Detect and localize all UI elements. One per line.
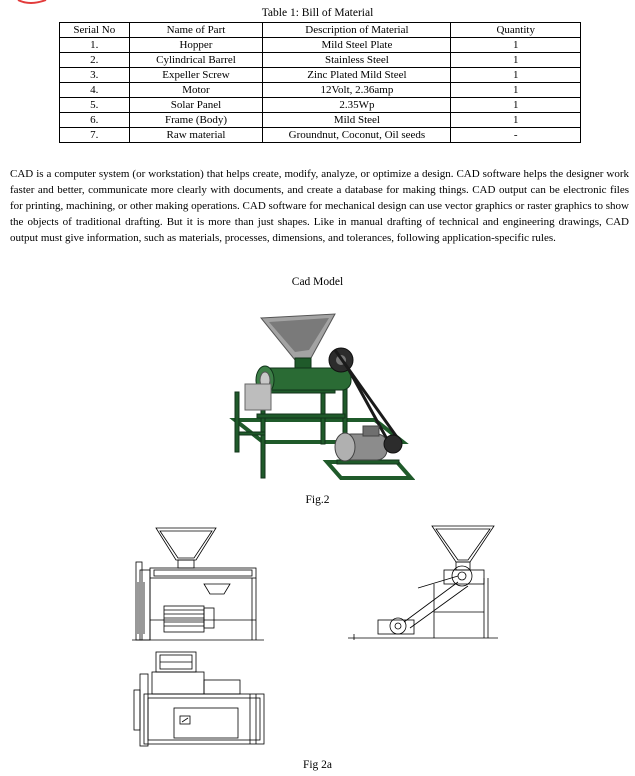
cell-quantity: 1 xyxy=(451,53,581,68)
cell-description: 12Volt, 2.36amp xyxy=(263,83,451,98)
cell-quantity: - xyxy=(451,128,581,143)
table-row xyxy=(60,38,581,53)
cell-part-name: Raw material xyxy=(129,128,263,143)
cad-model-title: Cad Model xyxy=(291,276,344,288)
bill-of-material-table xyxy=(59,22,581,143)
top-view-drawing xyxy=(130,650,270,750)
cell-description: Mild Steel xyxy=(263,113,451,128)
front-view-drawing xyxy=(130,522,270,644)
cell-description: Mild Steel Plate xyxy=(263,38,451,53)
table-row xyxy=(60,83,581,98)
cell-serial: 3. xyxy=(60,68,130,83)
cell-serial: 7. xyxy=(60,128,130,143)
cell-description: 2.35Wp xyxy=(263,98,451,113)
cell-quantity: 1 xyxy=(451,38,581,53)
cell-serial: 1. xyxy=(60,38,130,53)
cad-description-paragraph: CAD is a computer system (or workstation) that helps create, modify, analyze, or optimize a design. CAD software helps the designer work faster and better, communicate more clearly with documents, and create a database for making things. CAD output can be electronic files for printing, machining, or other making operations. CAD software for mechanical design can use vector graphics or raster graphics to show the objects of traditional drafting. But it is more than just shapes. Like in manual drafting of technical and engineering drawings, CAD output must give information, such as materials, processes, dimensions, and tolerances, following application-specific rules. xyxy=(10,168,629,244)
header-quantity: Quantity xyxy=(451,23,581,38)
cell-part-name: Cylindrical Barrel xyxy=(129,53,263,68)
table-row xyxy=(60,113,581,128)
cell-quantity: 1 xyxy=(451,98,581,113)
table-row xyxy=(60,53,581,68)
header-description: Description of Material xyxy=(263,23,451,38)
table-caption: Table 1: Bill of Material xyxy=(261,7,374,19)
cell-quantity: 1 xyxy=(451,113,581,128)
table-row xyxy=(60,68,581,83)
table-row xyxy=(60,98,581,113)
fig2a-caption: Fig 2a xyxy=(302,759,333,771)
cell-serial: 2. xyxy=(60,53,130,68)
cell-part-name: Frame (Body) xyxy=(129,113,263,128)
table-row xyxy=(60,128,581,143)
header-serial-no: Serial No xyxy=(60,23,130,38)
cell-description: Groundnut, Coconut, Oil seeds xyxy=(263,128,451,143)
cell-part-name: Motor xyxy=(129,83,263,98)
cell-part-name: Hopper xyxy=(129,38,263,53)
cell-quantity: 1 xyxy=(451,68,581,83)
side-view-drawing xyxy=(348,522,498,644)
cad-model-render xyxy=(225,292,415,492)
cell-serial: 5. xyxy=(60,98,130,113)
cell-part-name: Solar Panel xyxy=(129,98,263,113)
cell-serial: 4. xyxy=(60,83,130,98)
header-name-of-part: Name of Part xyxy=(129,23,263,38)
cell-quantity: 1 xyxy=(451,83,581,98)
table-header-row xyxy=(60,23,581,38)
cell-description: Zinc Plated Mild Steel xyxy=(263,68,451,83)
cell-part-name: Expeller Screw xyxy=(129,68,263,83)
fig2-caption: Fig.2 xyxy=(305,494,330,506)
cell-serial: 6. xyxy=(60,113,130,128)
cell-description: Stainless Steel xyxy=(263,53,451,68)
